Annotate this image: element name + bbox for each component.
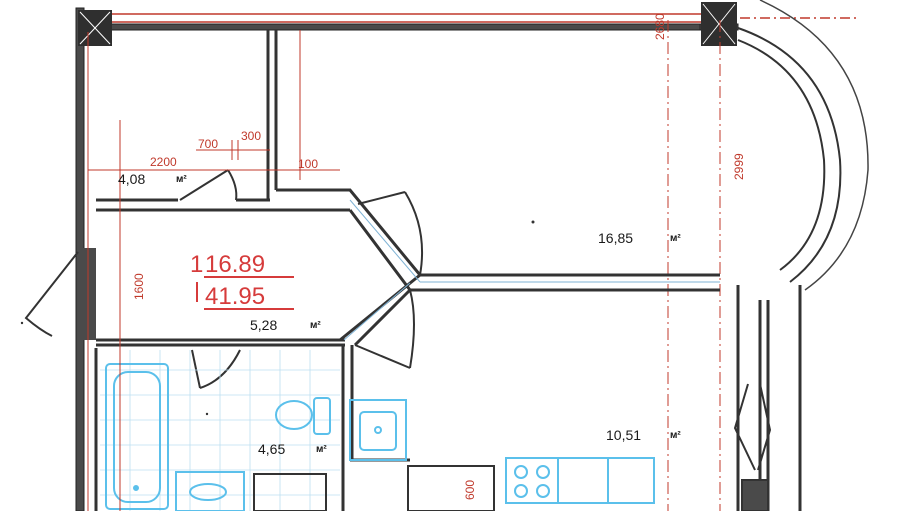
dim-600: 600 <box>463 479 477 500</box>
summary-prefix-mark: 1 <box>190 251 204 278</box>
total-area-value: 41.95 <box>205 283 266 310</box>
room-corridor-area: 5,28 <box>250 317 278 333</box>
room-bathroom-area: 4,65 <box>258 441 286 457</box>
room-kitchen-area: 10,51 <box>606 427 642 443</box>
dim-100: 100 <box>298 157 319 171</box>
dim-700: 700 <box>198 137 219 151</box>
room-hall-small-area: 4,08 <box>118 171 146 187</box>
room-corridor-unit: м² <box>310 320 321 331</box>
column-marker-left <box>78 10 112 46</box>
dim-2999: 2999 <box>732 153 746 180</box>
living-area-value: 16.89 <box>205 251 266 278</box>
dim-300: 300 <box>241 129 262 143</box>
dim-2200: 2200 <box>150 155 177 169</box>
room-living-unit: м² <box>670 233 681 244</box>
room-hall-small-unit: м² <box>176 174 187 185</box>
dim-1600: 1600 <box>132 273 146 300</box>
column-marker-right <box>701 2 737 46</box>
speck <box>206 413 208 415</box>
speck <box>532 221 535 224</box>
speck <box>21 322 23 324</box>
room-kitchen-unit: м² <box>670 430 681 441</box>
dim-2680: 2680 <box>653 13 667 40</box>
room-bathroom-unit: м² <box>316 444 327 455</box>
room-living-area: 16,85 <box>598 230 634 246</box>
